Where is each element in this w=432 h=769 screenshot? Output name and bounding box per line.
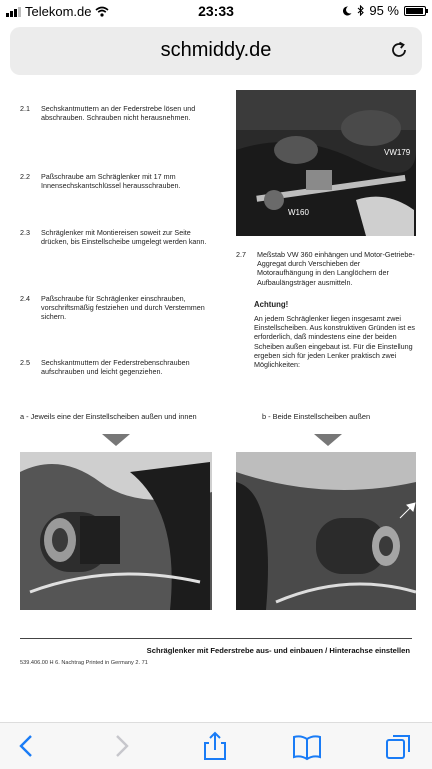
step-number: 2.2 — [20, 172, 30, 181]
footer-title: Schräglenker mit Federstrebe aus- und einbauen / Hinterachse einstellen — [146, 646, 410, 655]
url-text[interactable]: schmiddy.de — [160, 39, 272, 61]
photo-illustration — [236, 452, 416, 610]
step-text: Sechskantmuttern der Federstrebenschrauben aufschrauben und leicht gegenziehen. — [41, 358, 190, 377]
step-text: Meßstab VW 360 einhängen und Motor-Getriebe-Aggregat durch Verschieben der Motoraufhängung in den Langlöchern der Aufbaulängsträger ausmitteln. — [257, 250, 415, 287]
photo-illustration — [20, 452, 212, 610]
step-number: 2.5 — [20, 358, 30, 367]
photo-variant-b — [236, 452, 416, 610]
footer-divider — [20, 638, 412, 639]
caption-a: a - Jeweils eine der Einstellscheiben außen und innen — [20, 412, 197, 421]
step-2-1 — [20, 104, 216, 122]
step-number: 2.1 — [20, 104, 30, 113]
warning-text: An jedem Schräglenker liegen insgesamt zwei Einstellscheiben. Aus konstruktiven Gründen ist es erforderlich, daß mindestens eine der beiden Scheiben außen eingebaut ist. Für die Einstellung ergeben sich für jeden Lenker praktisch zwei Möglichkeiten: — [254, 314, 416, 370]
photo-label-vw179: VW179 — [384, 148, 411, 157]
address-bar[interactable] — [10, 27, 422, 75]
step-text: Paßschraube am Schräglenker mit 17 mm Innensechskantschlüssel herausschrauben. — [41, 172, 181, 191]
moon-icon — [342, 6, 352, 16]
step-2-5 — [20, 358, 216, 376]
photo-tool-installed — [236, 90, 416, 236]
status-bar — [0, 0, 432, 22]
status-right — [342, 3, 426, 18]
warning-title: Achtung! — [254, 300, 289, 309]
back-icon[interactable] — [12, 731, 42, 761]
step-2-2 — [20, 172, 216, 190]
step-text: Sechskantmuttern an der Federstrebe lösen und abschrauben. Schrauben nicht herausnehmen. — [41, 104, 196, 123]
document-page — [0, 86, 432, 716]
caption-b: b - Beide Einstellscheiben außen — [262, 412, 371, 421]
step-number: 2.7 — [236, 250, 246, 259]
step-text: Schräglenker mit Montiereisen soweit zur Seite drücken, bis Einstellscheibe umgelegt werden kann. — [41, 228, 207, 247]
battery-percent: 95 % — [369, 3, 399, 18]
reload-icon[interactable] — [388, 39, 410, 61]
down-arrow-icon — [314, 434, 342, 446]
battery-icon — [404, 6, 426, 16]
bluetooth-icon — [357, 5, 364, 16]
step-2-7 — [236, 250, 416, 287]
pointer-arrow-icon — [398, 502, 416, 520]
photo-label-w160: W160 — [288, 208, 309, 217]
photo-variant-a — [20, 452, 212, 610]
step-text: Paßschraube für Schräglenker einschrauben, vorschriftsmäßig festziehen und durch Verstemmen sichern. — [41, 294, 205, 322]
tabs-icon[interactable] — [384, 731, 414, 761]
step-2-4 — [20, 294, 216, 322]
forward-icon[interactable] — [106, 731, 136, 761]
share-icon[interactable] — [200, 731, 230, 761]
photo-illustration — [236, 90, 416, 236]
step-number: 2.4 — [20, 294, 30, 303]
browser-toolbar — [0, 722, 432, 769]
clock: 23:33 — [198, 3, 234, 19]
carrier-label: Telekom.de — [25, 4, 92, 19]
bookmarks-icon[interactable] — [292, 731, 322, 761]
step-2-3 — [20, 228, 216, 246]
footer-print-info: 539.406.00 H 6. Nachtrag Printed in Germany 2. 71 — [20, 660, 148, 666]
step-number: 2.3 — [20, 228, 30, 237]
down-arrow-icon — [102, 434, 130, 446]
